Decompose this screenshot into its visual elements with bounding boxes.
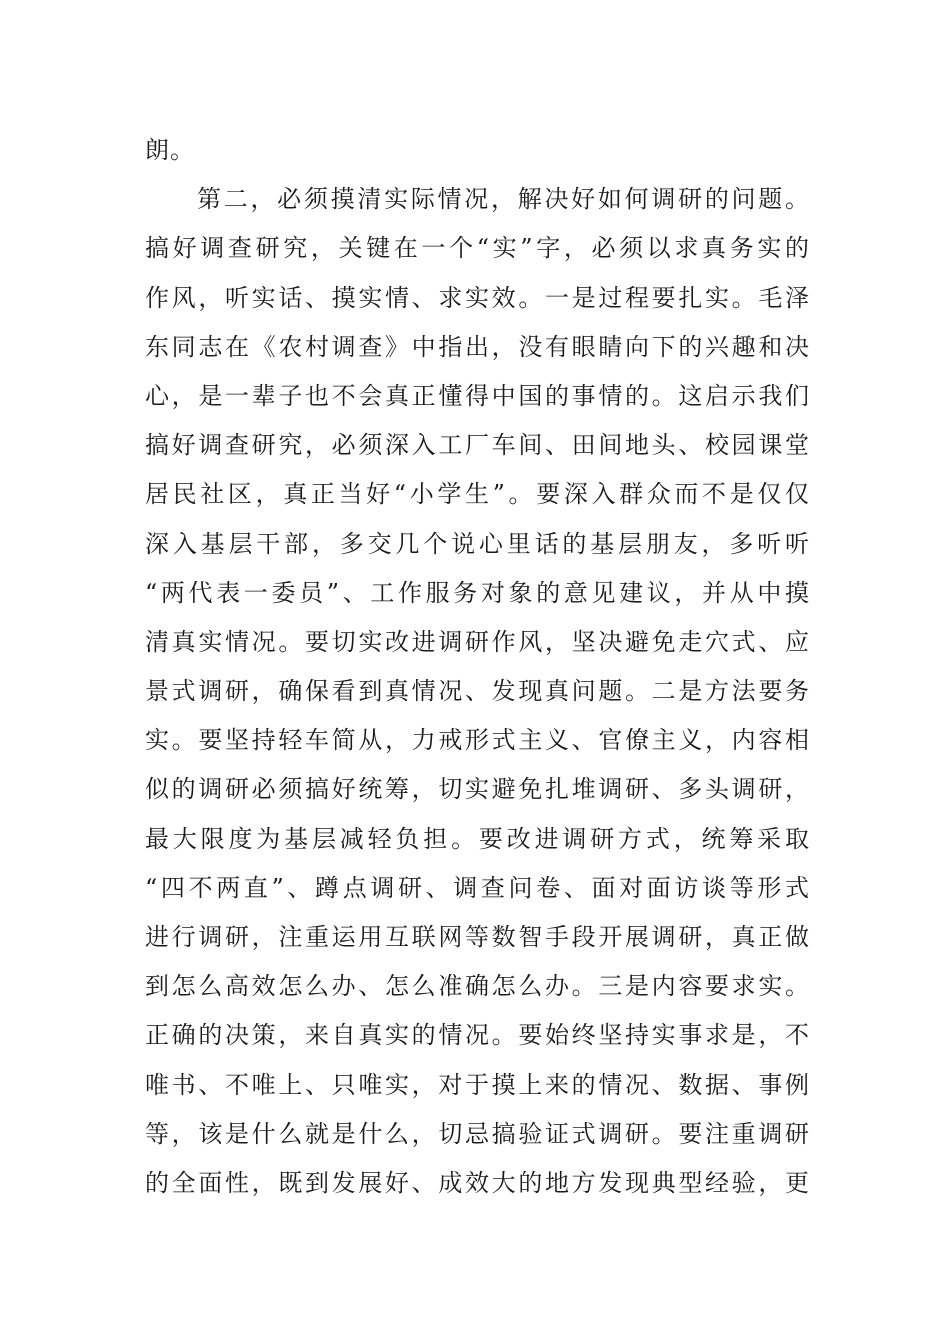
text-line: “四不两直”、蹲点调研、调查问卷、面对面访谈等形式	[145, 873, 810, 902]
text-line: 正确的决策，来自真实的情况。要始终坚持实事求是，不	[145, 1021, 810, 1050]
text-line: 进行调研，注重运用互联网等数智手段开展调研，真正做	[145, 923, 810, 951]
text-line: “两代表一委员”、工作服务对象的意见建议，并从中摸	[145, 578, 810, 607]
text-line: 唯书、不唯上、只唯实，对于摸上来的情况、数据、事例	[145, 1070, 810, 1099]
text-line: 第二，必须摸清实际情况，解决好如何调研的问题。	[197, 185, 810, 214]
text-line: 的全面性，既到发展好、成效大的地方发现典型经验，更	[145, 1168, 810, 1197]
text-line: 到怎么高效怎么办、怎么准确怎么办。三是内容要求实。	[145, 972, 810, 1001]
text-line: 朗。	[145, 136, 195, 164]
text-line: 景式调研，确保看到真情况、发现真问题。二是方法要务	[145, 677, 810, 706]
text-line: 等，该是什么就是什么，切忌搞验证式调研。要注重调研	[145, 1119, 810, 1148]
text-line: 东同志在《农村调查》中指出，没有眼睛向下的兴趣和决	[145, 332, 810, 361]
text-line: 居民社区，真正当好“小学生”。要深入群众而不是仅仅	[145, 480, 810, 509]
text-line: 搞好调查研究，必须深入工厂车间、田间地头、校园课堂	[145, 431, 810, 460]
text-line: 作风，听实话、摸实情、求实效。一是过程要扎实。毛泽	[145, 283, 810, 312]
text-line: 搞好调查研究，关键在一个“实”字，必须以求真务实的	[145, 234, 810, 263]
text-line: 心，是一辈子也不会真正懂得中国的事情的。这启示我们	[145, 381, 810, 410]
document-body	[145, 126, 810, 1208]
text-line: 似的调研必须搞好统筹，切实避免扎堆调研、多头调研，	[145, 775, 810, 804]
text-line: 深入基层干部，多交几个说心里话的基层朋友，多听听	[145, 529, 810, 558]
text-line: 实。要坚持轻车简从，力戒形式主义、官僚主义，内容相	[145, 726, 810, 755]
text-line: 清真实情况。要切实改进调研作风，坚决避免走穴式、应	[145, 627, 810, 656]
text-line: 最大限度为基层减轻负担。要改进调研方式，统筹采取	[145, 824, 810, 853]
